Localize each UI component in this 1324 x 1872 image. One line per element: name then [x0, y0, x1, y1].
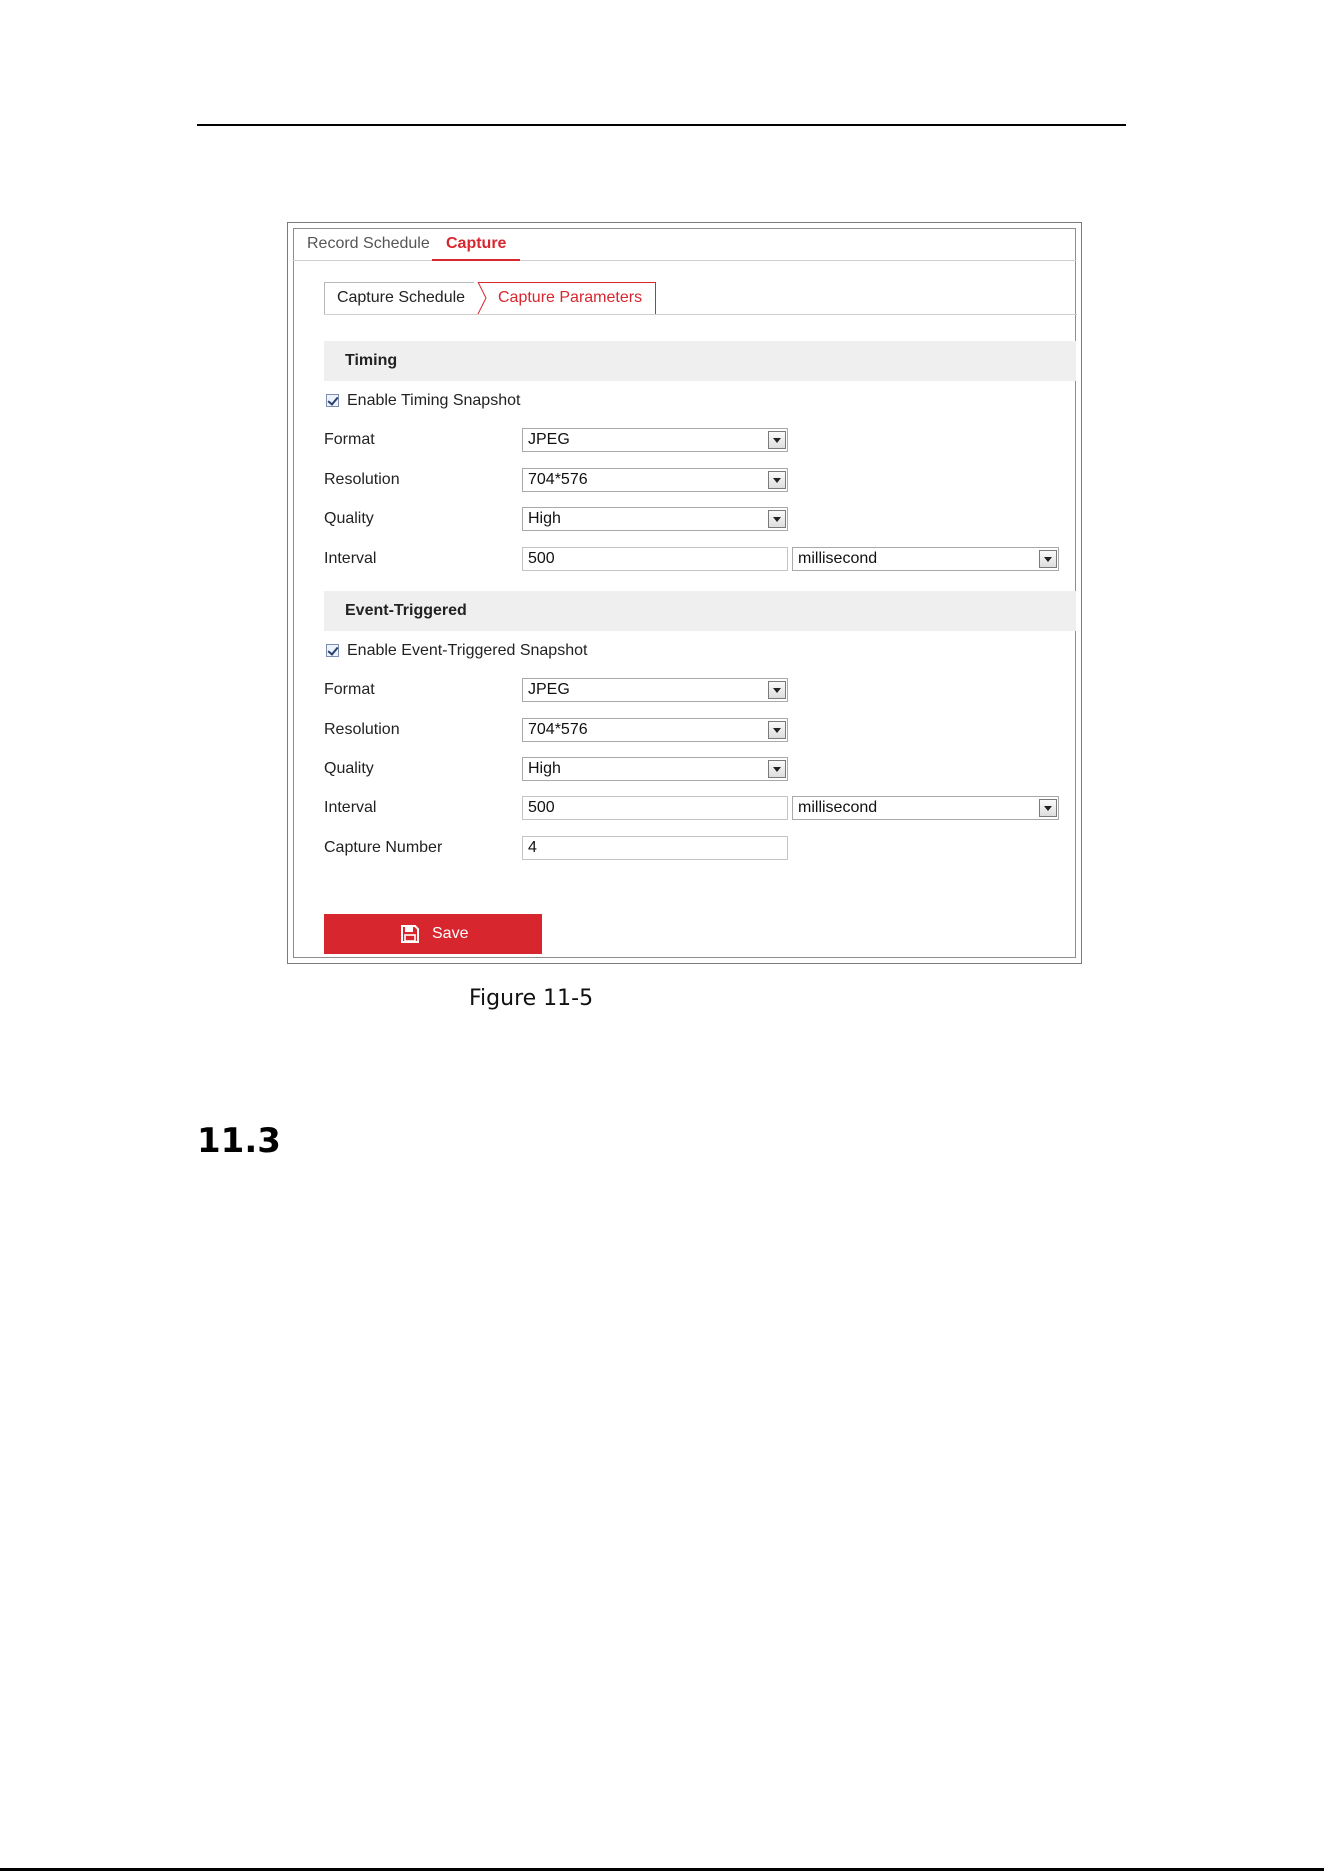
- chevron-down-icon[interactable]: [768, 760, 786, 778]
- timing-section-title: Timing: [345, 352, 398, 369]
- subtab-capture-schedule-label: Capture Schedule: [336, 289, 466, 306]
- chevron-down-icon[interactable]: [1039, 550, 1057, 568]
- header-rule: [197, 124, 1126, 126]
- chevron-down-icon[interactable]: [768, 721, 786, 739]
- chevron-down-icon[interactable]: [768, 431, 786, 449]
- event-interval-label: Interval: [324, 799, 377, 816]
- tab-capture[interactable]: Capture: [446, 232, 506, 256]
- timing-format-select[interactable]: [522, 428, 788, 452]
- timing-format-value: JPEG: [528, 431, 570, 448]
- event-resolution-label: Resolution: [324, 721, 400, 738]
- timing-quality-label: Quality: [324, 510, 374, 527]
- timing-interval-label: Interval: [324, 550, 377, 567]
- timing-interval-value: 500: [528, 550, 555, 567]
- save-disk-icon: [401, 925, 419, 943]
- timing-resolution-value: 704*576: [528, 471, 588, 488]
- event-quality-value: High: [528, 760, 561, 777]
- enable-timing-snapshot-label: Enable Timing Snapshot: [347, 392, 521, 409]
- event-quality-label: Quality: [324, 760, 374, 777]
- save-button-label: Save: [432, 925, 469, 942]
- event-resolution-select[interactable]: [522, 718, 788, 742]
- capture-number-label: Capture Number: [324, 839, 443, 856]
- top-tab-bar: [293, 228, 1076, 261]
- event-format-value: JPEG: [528, 681, 570, 698]
- timing-resolution-label: Resolution: [324, 471, 400, 488]
- timing-interval-unit-value: millisecond: [798, 550, 878, 567]
- event-interval-value: 500: [528, 799, 555, 816]
- event-quality-select[interactable]: [522, 757, 788, 781]
- enable-event-snapshot-checkbox[interactable]: [326, 644, 339, 657]
- chevron-down-icon[interactable]: [1039, 799, 1057, 817]
- figure-caption: Figure 11-5: [469, 986, 594, 1011]
- subtab-capture-schedule[interactable]: [324, 282, 478, 314]
- timing-interval-input[interactable]: [522, 547, 788, 571]
- event-interval-input[interactable]: [522, 796, 788, 820]
- timing-section-header: [324, 341, 1076, 381]
- footer-rule: [0, 1868, 1324, 1871]
- enable-event-snapshot-label: Enable Event-Triggered Snapshot: [347, 642, 588, 659]
- timing-resolution-select[interactable]: [522, 468, 788, 492]
- chevron-right-icon: [474, 282, 488, 314]
- timing-interval-unit-select[interactable]: [792, 547, 1059, 571]
- timing-format-label: Format: [324, 431, 375, 448]
- chevron-down-icon[interactable]: [768, 681, 786, 699]
- section-heading: 11.3: [197, 1121, 281, 1161]
- timing-quality-select[interactable]: [522, 507, 788, 531]
- event-interval-unit-select[interactable]: [792, 796, 1059, 820]
- event-format-label: Format: [324, 681, 375, 698]
- event-triggered-section-header: [324, 591, 1076, 631]
- tab-record-schedule[interactable]: Record Schedule: [307, 235, 430, 252]
- capture-number-input[interactable]: [522, 836, 788, 860]
- subtab-capture-parameters-label: Capture Parameters: [498, 289, 643, 306]
- chevron-down-icon[interactable]: [768, 510, 786, 528]
- event-interval-unit-value: millisecond: [798, 799, 878, 816]
- event-format-select[interactable]: [522, 678, 788, 702]
- capture-number-value: 4: [528, 839, 537, 856]
- chevron-down-icon[interactable]: [768, 471, 786, 489]
- save-button[interactable]: [324, 914, 542, 954]
- event-resolution-value: 704*576: [528, 721, 588, 738]
- timing-quality-value: High: [528, 510, 561, 527]
- sub-tab-bar: [324, 282, 1077, 315]
- enable-timing-snapshot-checkbox[interactable]: [326, 394, 339, 407]
- subtab-capture-parameters[interactable]: [478, 282, 656, 314]
- event-triggered-section-title: Event-Triggered: [345, 602, 467, 619]
